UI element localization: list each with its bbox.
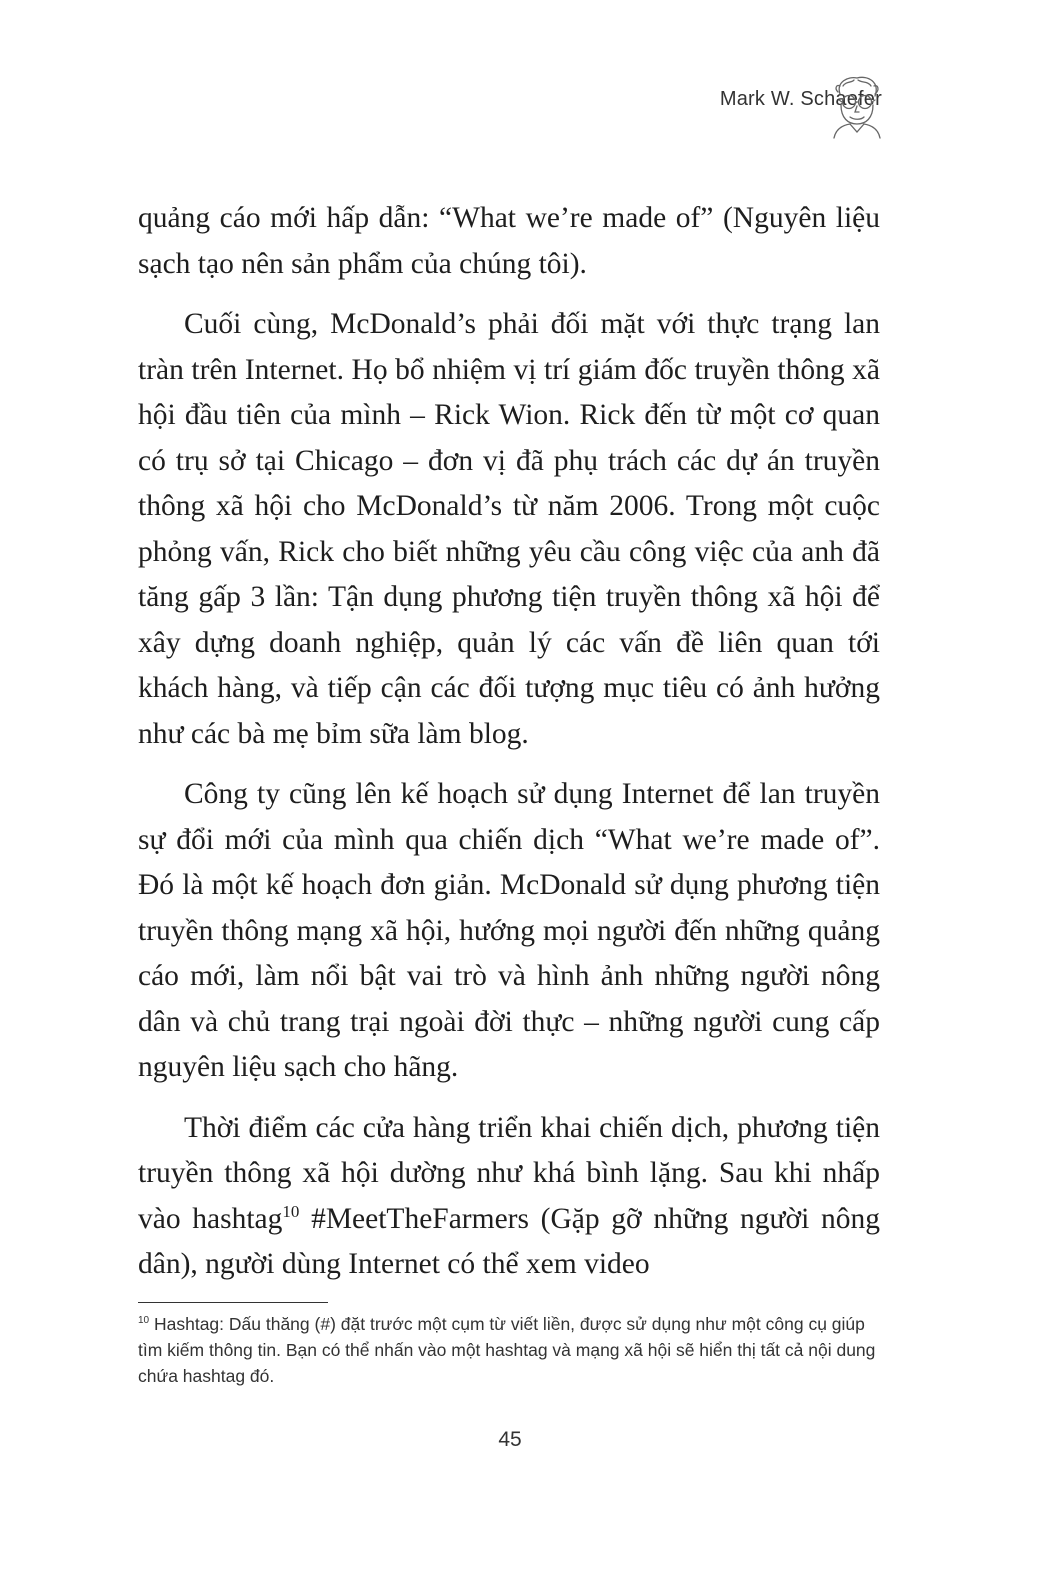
paragraph-4-after: #MeetTheFarmers (Gặp gỡ những người nông dân), người dùng Internet có thể xem video <box>138 1202 880 1280</box>
paragraph-2: Cuối cùng, McDonald’s phải đối mặt với thực trạng lan tràn trên Internet. Họ bổ nhiệm vị trí giám đốc truyền thông xã hội đầu tiên của mình – Rick Wion. Rick đến từ một cơ quan có trụ sở tại Chicago – đơn vị đã phụ trách các dự án truyền thông xã hội cho McDonald’s từ năm 2006. Trong một cuộc phỏng vấn, Rick cho biết những yêu cầu công việc của anh đã tăng gấp 3 lần: Tận dụng phương tiện truyền thông xã hội để xây dựng doanh nghiệp, quản lý các vấn đề liên quan tới khách hàng, và tiếp cận các đối tượng mục tiêu có ảnh hưởng như các bà mẹ bỉm sữa làm blog. <box>138 308 880 750</box>
footnote <box>138 1311 880 1389</box>
footnote-divider <box>138 1302 328 1303</box>
paragraph-4 <box>138 1106 880 1288</box>
running-header-author: Mark W. Schaefer <box>719 88 882 110</box>
footnote-text: Hashtag: Dấu thăng (#) đặt trước một cụm từ viết liền, được sử dụng như một công cụ giúp tìm kiếm thông tin. Bạn có thể nhấn vào một hashtag và mạng xã hội sẽ hiển thị tất cả nội dung chứa hashtag đó. <box>138 1314 876 1386</box>
paragraph-3: Công ty cũng lên kế hoạch sử dụng Internet để lan truyền sự đổi mới của mình qua chiến dịch “What we’re made of”. Đó là một kế hoạch đơn giản. McDonald sử dụng phương tiện truyền thông mạng xã hội, hướng mọi người đến những quảng cáo mới, làm nổi bật vai trò và hình ảnh những người nông dân và chủ trang trại ngoài đời thực – những người cung cấp nguyên liệu sạch cho hãng. <box>138 778 880 1083</box>
author-caricature-icon <box>828 72 886 140</box>
paragraph-4-before: Thời điểm các cửa hàng triển khai chiến dịch, phương tiện truyền thông xã hội dường như khá bình lặng. Sau khi nhấp vào hashtag <box>138 1111 880 1235</box>
paragraph-1: quảng cáo mới hấp dẫn: “What we’re made of” (Nguyên liệu sạch tạo nên sản phẩm của chúng tôi). <box>138 202 880 280</box>
page-number: 45 <box>498 1428 522 1451</box>
footnote-number: 10 <box>138 1315 150 1327</box>
footnote-reference: 10 <box>282 1201 300 1221</box>
body-text <box>138 196 880 1303</box>
